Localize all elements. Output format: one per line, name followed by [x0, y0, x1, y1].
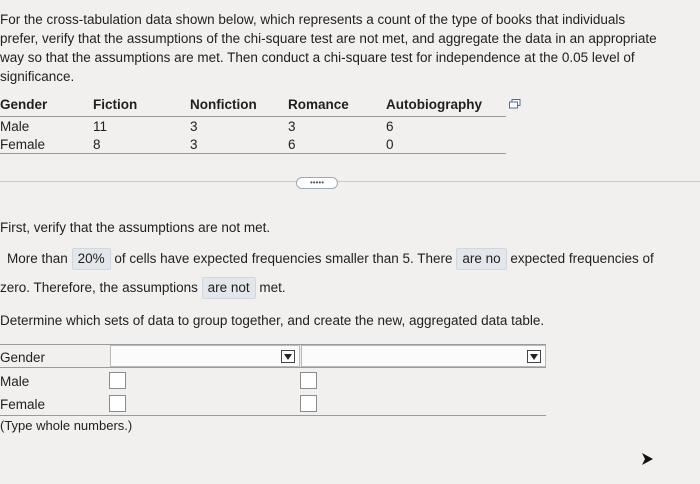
answer-text: More than: [7, 251, 68, 266]
mouse-pointer-icon: [640, 452, 654, 466]
category-dropdown-2[interactable]: [301, 345, 546, 367]
row-label-male: Male: [0, 374, 30, 389]
chevron-down-icon[interactable]: [527, 350, 541, 363]
header-romance: Romance: [288, 97, 349, 112]
prompt-line: For the cross-tabulation data shown below, which represents a count of the type of books that individuals: [0, 12, 626, 27]
aggregated-table: [0, 344, 546, 416]
row-label-female: Female: [0, 397, 46, 412]
table-cell: 0: [386, 137, 394, 152]
answer-text: expected frequencies of: [510, 251, 654, 266]
step1-question: First, verify that the assumptions are not met.: [0, 220, 271, 235]
prompt-line: prefer, verify that the assumptions of the chi-square test are not met, and aggregate the data in an appropriate: [0, 31, 657, 46]
chevron-down-icon[interactable]: [281, 350, 295, 363]
ellipsis-icon[interactable]: •••••: [296, 177, 338, 189]
category-dropdown-1[interactable]: [110, 345, 300, 367]
step2-question: Determine which sets of data to group together, and create the new, aggregated data table.: [0, 313, 545, 328]
header-autobiography: Autobiography: [386, 97, 482, 112]
header-gender: Gender: [0, 350, 46, 365]
header-gender: Gender: [0, 97, 48, 112]
male-group1-input[interactable]: [109, 372, 126, 389]
answer-text: met.: [259, 280, 286, 295]
zero-frequency-select[interactable]: are no: [456, 248, 506, 270]
table-cell: 8: [93, 137, 101, 152]
answer-line-1: [7, 244, 690, 273]
male-group2-input[interactable]: [300, 372, 317, 389]
female-group1-input[interactable]: [109, 395, 126, 412]
row-label-female: Female: [0, 137, 46, 152]
header-fiction: Fiction: [93, 97, 138, 112]
table-bottom-border: [0, 153, 506, 154]
female-group2-input[interactable]: [300, 395, 317, 412]
answer-text: of cells have expected frequencies smaller than 5. There: [114, 251, 453, 266]
prompt-line: significance.: [0, 69, 75, 84]
answer-text: zero. Therefore, the assumptions: [0, 280, 198, 295]
percent-answer-box[interactable]: 20%: [72, 248, 111, 270]
table-divider: [0, 116, 506, 117]
cross-tabulation-table: [0, 97, 506, 154]
table-cell: 11: [93, 119, 108, 134]
table-cell: 3: [190, 119, 198, 134]
answer-line-2: [0, 273, 690, 302]
table-divider: [0, 367, 546, 368]
table-cell: 6: [386, 119, 394, 134]
prompt-line: way so that the assumptions are met. Then conduct a chi-square test for independence at the 0.05 level of: [0, 50, 635, 65]
copy-icon[interactable]: [509, 99, 521, 109]
row-label-male: Male: [0, 119, 30, 134]
table-cell: 3: [288, 119, 296, 134]
table-cell: 3: [190, 137, 198, 152]
problem-statement: [0, 10, 688, 86]
input-hint: (Type whole numbers.): [0, 418, 133, 433]
header-nonfiction: Nonfiction: [190, 97, 257, 112]
section-divider: [0, 181, 700, 182]
table-bottom-border: [0, 415, 546, 416]
step1-answer: [0, 244, 690, 302]
table-cell: 6: [288, 137, 296, 152]
assumptions-select[interactable]: are not: [202, 277, 256, 299]
